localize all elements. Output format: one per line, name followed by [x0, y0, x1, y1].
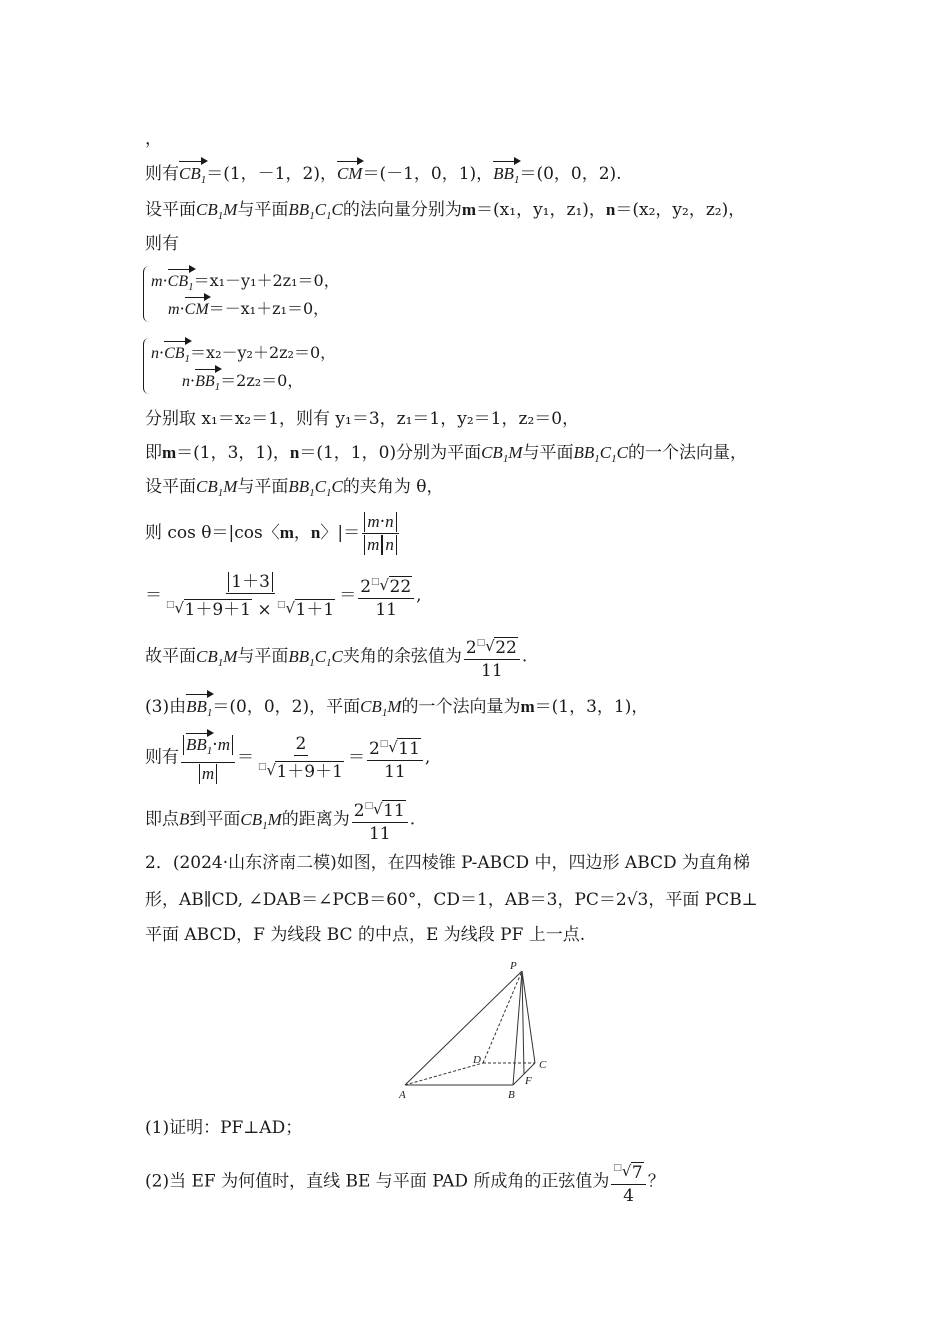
system2-row1: $n\cdot CB_1=x_2-y_2+2z_2=0$， [151, 340, 336, 370]
label-A: A [399, 1089, 406, 1101]
sine-value-fraction: $\frac{^□√ 7}{4}$ [611, 1158, 645, 1206]
normal-vectors-result: 即m＝(1，3，1)，n＝(1，1，0)分别为平面$CB_1M$与平面$BB_1C_1C$的一个法向量， [145, 443, 747, 465]
vector-CB1: $CB_1$ [179, 160, 206, 191]
distance-computation: 则有 $\frac{BB_1\cdot m}{m}$ ＝ $\frac{2}{^□√ 1+9+1}$ ＝ $\frac{2^□√ 11}{11}$ , [145, 732, 430, 784]
system1-row2: m·CM＝－x₁＋z₁＝0， [168, 296, 329, 321]
angle-setup-line: 设平面$CB_1M$与平面$BB_1C_1C$的夹角为 θ， [145, 477, 444, 499]
distance-conclusion: 即点B到平面$CB_1M$的距离为 $\frac{2^□√ 11}{11}$ . [145, 796, 415, 844]
stray-comma: ， [145, 129, 162, 149]
question-1: (1)证明：PF⊥AD； [145, 1118, 303, 1138]
system-brace-1 [143, 266, 150, 322]
problem2-line1: 2．(2024·山东济南二模)如图，在四棱锥 P-ABCD 中，四边形 ABCD 为直角梯 [145, 853, 751, 873]
cosine-conclusion: 故平面$CB_1M$与平面$BB_1C_1C$夹角的余弦值为 $\frac{2^□√ 22}{11}$ . [145, 633, 527, 681]
distance-fraction: $\frac{BB_1\cdot m}{m}$ [181, 732, 235, 784]
edge-PA [405, 971, 522, 1085]
cos-value-fraction: $\frac{1+3}{^□√ 1+9+1 \times ^□√ 1+1}$ [164, 572, 337, 620]
label-D: D [473, 1054, 481, 1066]
cosine-formula: 则 cos θ＝|cos〈m，n〉|＝ $\frac{m\cdot n}{\text{m n}}$ [145, 512, 401, 555]
choose-values-line: 分别取 x₁＝x₂＝1，则有 y₁＝3，z₁＝1，y₂＝1，z₂＝0， [145, 409, 580, 429]
cos-result-fraction: $\frac{2^□√ 22}{11}$ [358, 572, 414, 620]
vector-BB1: $BB_1$ [493, 160, 519, 191]
problem2-line2: 形，AB∥CD, ∠DAB＝∠PCB＝60°，CD＝1，AB＝3，PC＝2√3，平面 PCB⊥ [145, 890, 758, 910]
pyramid-figure [395, 957, 565, 1107]
vector-CM: CM [337, 160, 363, 185]
question-2: (2)当 EF 为何值时，直线 BE 与平面 PAD 所成角的正弦值为 $\frac{^□√ 7}{4}$ ？ [145, 1158, 665, 1206]
problem2-line3: 平面 ABCD，F 为线段 BC 的中点，E 为线段 PF 上一点. [145, 925, 586, 945]
label-C: C [539, 1059, 547, 1071]
label-B: B [508, 1089, 515, 1101]
label-F: F [525, 1075, 532, 1087]
then-have: 则有 [145, 234, 179, 254]
label-P: P [510, 960, 517, 972]
normal-vectors-setup: 设平面$CB_1M$与平面$BB_1C_1C$的法向量分别为m＝(x₁，y₁，z₁)，n＝(x₂，y₂，z₂)， [145, 200, 746, 222]
system-brace-2 [143, 338, 150, 394]
cos-fraction: $\frac{m\cdot n}{\text{m n}}$ [362, 512, 399, 555]
part3-setup: (3)由$BB_1=(0$，0，2)，平面$CB_1M$的一个法向量为m＝(1，3，1)， [145, 693, 648, 724]
vector-results-line: 则有$CB_1=(1$，－1，2)，CM＝(－1，0，1)，$BB_1=(0$，0，2). [145, 160, 622, 191]
cosine-computation: ＝ $\frac{1+3}{^□√ 1+9+1 \times ^□√ 1+1}$ ＝ $\frac{2^□√ 22}{11}$ , [145, 572, 422, 620]
system2-row2: $n\cdot BB_1=2z_2=0$， [182, 368, 303, 398]
system1-row1: $m\cdot CB_1=x_1-y_1+2z_1=0$， [151, 268, 340, 298]
